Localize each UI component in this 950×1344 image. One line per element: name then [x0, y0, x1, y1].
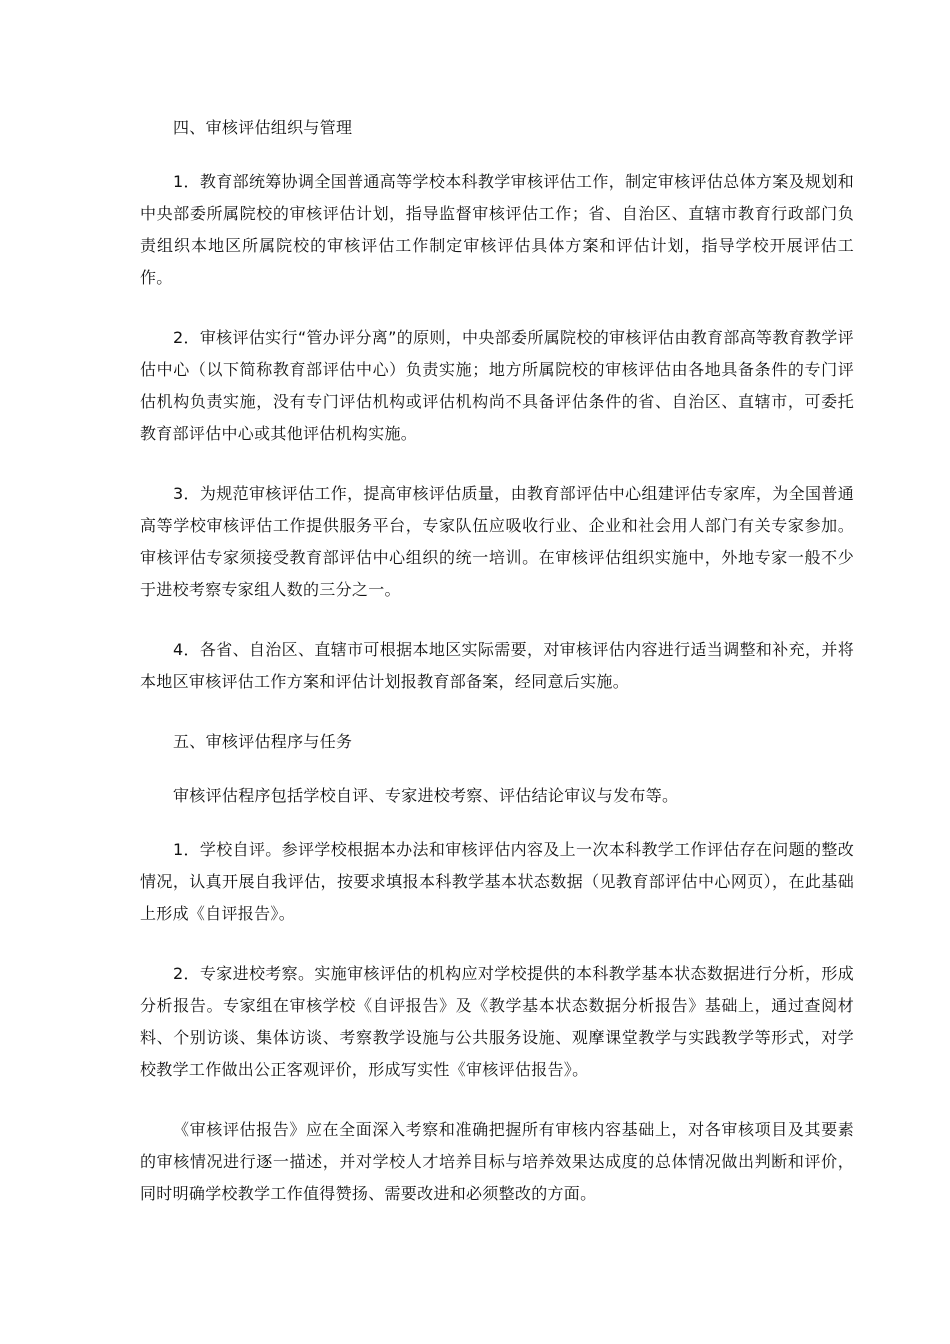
paragraph-5-1: 1．学校自评。参评学校根据本办法和审核评估内容及上一次本科教学工作评估存在问题的整改情况，认真开展自我评估，按要求填报本科教学基本状态数据（见教育部评估中心网页），在此基础上形成《自评报告》。	[140, 840, 854, 923]
paragraph-4-3: 3．为规范审核评估工作，提高审核评估质量，由教育部评估中心组建评估专家库，为全国普通高等学校审核评估工作提供服务平台，专家队伍应吸收行业、企业和社会用人部门有关专家参加。审核评估专家须接受教育部评估中心组织的统一培训。在审核评估组织实施中，外地专家一般不少于进校考察专家组人数的三分之一。	[140, 484, 854, 599]
paragraph-4-1: 1．教育部统筹协调全国普通高等学校本科教学审核评估工作，制定审核评估总体方案及规划和中央部委所属院校的审核评估计划，指导监督审核评估工作；省、自治区、直辖市教育行政部门负责组织本地区所属院校的审核评估工作制定审核评估具体方案和评估计划，指导学校开展评估工作。	[140, 172, 854, 287]
paragraph-4-4: 4．各省、自治区、直辖市可根据本地区实际需要，对审核评估内容进行适当调整和补充，并将本地区审核评估工作方案和评估计划报教育部备案，经同意后实施。	[140, 640, 854, 691]
paragraph-5-intro: 审核评估程序包括学校自评、专家进校考察、评估结论审议与发布等。	[173, 786, 679, 805]
section-heading-4: 四、审核评估组织与管理	[173, 118, 353, 137]
document-body	[140, 112, 854, 1238]
paragraph-5-report: 《审核评估报告》应在全面深入考察和准确把握所有审核内容基础上，对各审核项目及其要素的审核情况进行逐一描述，并对学校人才培养目标与培养效果达成度的总体情况做出判断和评价，同时明确学校教学工作值得赞扬、需要改进和必须整改的方面。	[140, 1120, 854, 1203]
section-heading-5: 五、审核评估程序与任务	[173, 732, 353, 751]
paragraph-4-2: 2．审核评估实行“管办评分离”的原则，中央部委所属院校的审核评估由教育部高等教育教学评估中心（以下简称教育部评估中心）负责实施；地方所属院校的审核评估由各地具备条件的专门评估机构负责实施，没有专门评估机构或评估机构尚不具备评估条件的省、自治区、直辖市，可委托教育部评估中心或其他评估机构实施。	[140, 328, 854, 443]
paragraph-5-2: 2．专家进校考察。实施审核评估的机构应对学校提供的本科教学基本状态数据进行分析，形成分析报告。专家组在审核学校《自评报告》及《教学基本状态数据分析报告》基础上，通过查阅材料、个别访谈、集体访谈、考察教学设施与公共服务设施、观摩课堂教学与实践教学等形式，对学校教学工作做出公正客观评价，形成写实性《审核评估报告》。	[140, 964, 854, 1079]
